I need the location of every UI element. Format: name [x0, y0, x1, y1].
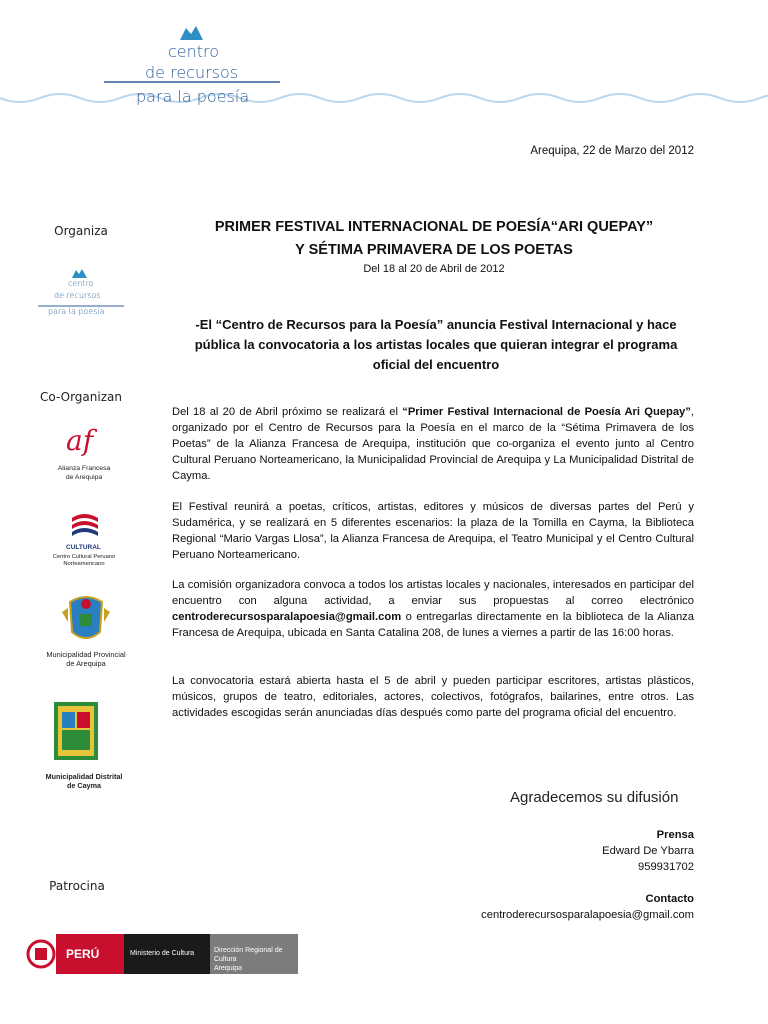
organiza-heading: Organiza — [54, 224, 108, 238]
regional-label-line-2: Arequipa — [214, 965, 243, 972]
af-caption — [48, 464, 120, 482]
p1-text-b: , organizado por el Centro de Recursos para la Poesía en el marco de la “Sétima Primavera de los Poetas” de la Alianza Francesa de Arequipa, institución que co-organiza el evento junto al Centro Cultural Peruano Norteamericano, la Municipalidad Provincial de Arequipa y La Municipalidad Distrital de Cayma. — [172, 406, 694, 482]
mini-logo-line-3: para la poesía — [48, 307, 105, 316]
title-line-1: PRIMER FESTIVAL INTERNACIONAL DE POESÍA“ARI QUEPAY” — [214, 219, 654, 235]
regional-label — [214, 946, 298, 973]
af-caption-line-1: Alianza Francesa — [57, 465, 111, 472]
paragraph-2: El Festival reunirá a poetas, críticos, artistas, editores y músicos de diversas partes del Perú y Sudamérica, y se realizará en 5 diferentes escenarios: la plaza de la Tomilla en Cayma, la Biblioteca Regional “Mario Vargas Llosa”, la Alianza Francesa de Arequipa, el Teatro Municipal y el Centro Cultural Peruano Norteamericano. — [172, 501, 694, 561]
mountain-icon — [72, 269, 87, 278]
cayma-caption — [32, 772, 136, 790]
mpa-caption — [36, 650, 136, 668]
wave-decoration — [0, 0, 768, 120]
paragraph-3 — [172, 577, 694, 641]
regional-label-line-1: Dirección Regional de Cultura — [214, 947, 283, 963]
mpa-logo — [36, 594, 136, 672]
cayma-shield-icon — [32, 700, 136, 766]
mountain-icon — [180, 26, 203, 40]
ccpn-caption-line-1: Centro Cultural Peruano — [52, 554, 116, 560]
logo-line-2: de recursos — [145, 63, 239, 82]
subtitle: -El “Centro de Recursos para la Poesía” anuncia Festival Internacional y hace pública la convocatoria a los artistas locales que quieran integrar el programa oficial del encuentro — [194, 317, 678, 372]
ccpn-caption — [44, 554, 124, 568]
mini-logo-line-1: centro — [68, 279, 94, 288]
header-logo — [0, 0, 768, 120]
paragraph-4: La convocatoria estará abierta hasta el 5 de abril y pueden participar escritores, artistas plásticos, músicos, grupos de teatro, editoriales, actores, colectivos, fotógrafos, bailarines, entre otros. Las actividades escogidas serán anunciadas días después como parte del programa oficial del encuentro. — [172, 675, 694, 719]
cayma-logo — [32, 700, 136, 800]
p1-text-a: Del 18 al 20 de Abril próximo se realizará el — [172, 406, 403, 418]
paragraph-1 — [172, 404, 694, 484]
alianza-francesa-logo — [48, 424, 120, 486]
ccpn-label: CULTURAL — [66, 544, 101, 551]
date-line: Arequipa, 22 de Marzo del 2012 — [530, 145, 694, 157]
peru-shield-icon — [26, 934, 56, 974]
prensa-label: Prensa — [656, 829, 694, 841]
p3-text-b: o entregarlas directamente en la biblioteca de la Alianza Francesa de Arequipa, ubicada en Santa Catalina 208, de lunes a viernes a partir de las 16:00 horas. — [172, 611, 694, 639]
ministry-label: Ministerio de Cultura — [130, 950, 195, 957]
mini-logo-line-2: de recursos — [54, 291, 101, 300]
mpa-caption-line-2: de Arequipa — [66, 659, 106, 668]
logo-line-3: para la poesía — [136, 87, 250, 106]
contacto-email[interactable]: centroderecursosparalapoesia@gmail.com — [481, 909, 694, 921]
p1-festival-name: “Primer Festival Internacional de Poesía Ari Quepay” — [402, 406, 691, 418]
af-letters: af — [66, 424, 94, 457]
af-caption-line-2: de Arequipa — [65, 474, 103, 481]
prensa-phone: 959931702 — [638, 861, 694, 873]
p3-text-a: La comisión organizadora convoca a todos los artistas locales y nacionales, interesados en participar del encuentro con alguna actividad, a enviar sus propuestas al correo electrónico — [172, 579, 694, 607]
thanks-line: Agradecemos su difusión — [510, 789, 679, 806]
cayma-caption-line-2: de Cayma — [67, 781, 101, 790]
coat-of-arms-icon — [36, 594, 136, 648]
ccpn-logo — [44, 510, 124, 574]
peru-label: PERÚ — [66, 947, 100, 961]
prensa-name: Edward De Ybarra — [602, 845, 694, 857]
patrocina-heading: Patrocina — [49, 879, 105, 893]
coorganizan-heading: Co-Organizan — [40, 390, 122, 404]
festival-dates: Del 18 al 20 de Abril de 2012 — [363, 263, 505, 275]
ministerio-cultura-banner — [26, 934, 298, 974]
ccpn-caption-line-2: Norteamericano — [63, 561, 105, 567]
contacto-label: Contacto — [645, 893, 694, 905]
title-line-2: Y SÉTIMA PRIMAVERA DE LOS POETAS — [295, 242, 573, 258]
flag-icon — [44, 510, 124, 544]
cayma-caption-line-1: Municipalidad Distrital — [45, 772, 123, 781]
p3-email-link[interactable]: centroderecursosparalapoesia@gmail.com — [172, 611, 402, 623]
logo-line-1: centro — [168, 42, 220, 61]
mpa-caption-line-1: Municipalidad Provincial — [46, 650, 126, 659]
crc-mini-logo — [36, 262, 132, 322]
